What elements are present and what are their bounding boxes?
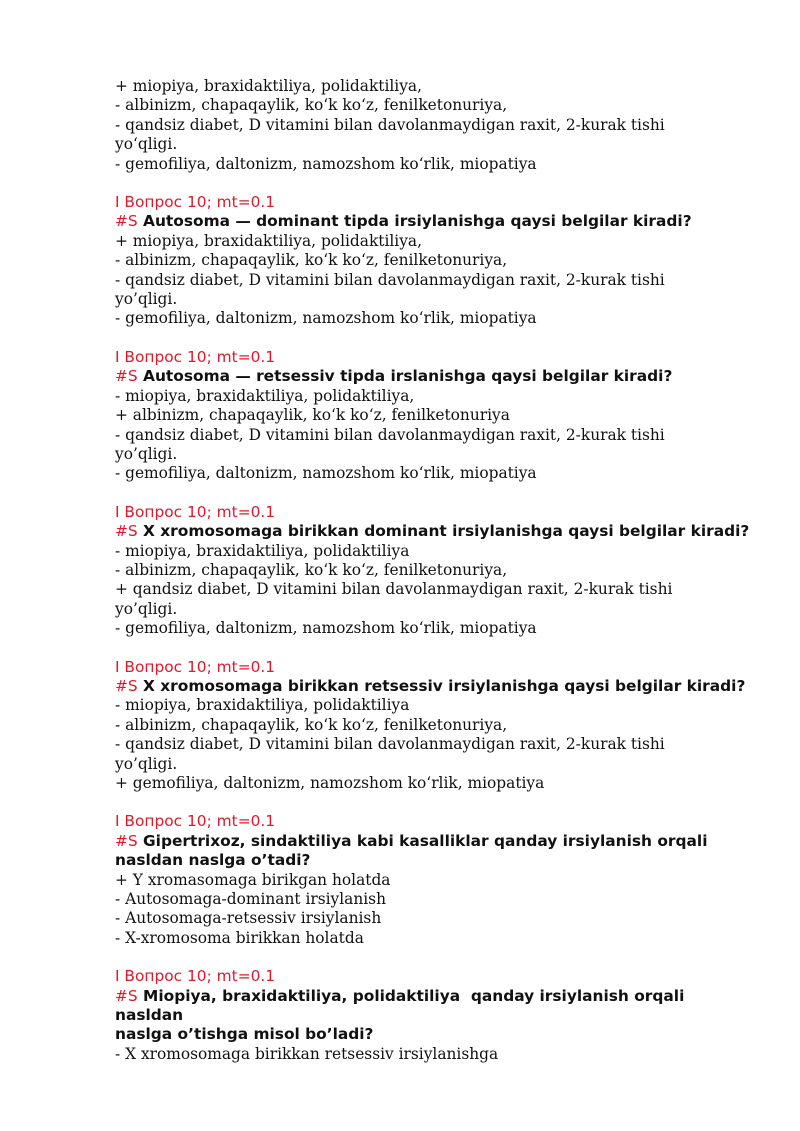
question-tag: #S xyxy=(115,831,138,850)
question-text: X xromosomaga birikkan retsessiv irsiylanishga qaysi belgilar kiradi? xyxy=(137,676,746,695)
question-text: nasldan naslga o’tadi? xyxy=(115,851,311,870)
question-text: Autosoma — retsessiv tipda irslanishga qaysi belgilar kiradi? xyxy=(137,367,673,386)
option-line: + qandsiz diabet, D vitamini bilan davolanmaydigan raxit, 2-kurak tishi xyxy=(115,580,673,599)
option-line: - miopiya, braxidaktiliya, polidaktiliya xyxy=(115,541,410,560)
question-block xyxy=(115,193,755,329)
option-line: - Autosomaga-retsessiv irsiylanish xyxy=(115,909,382,928)
question-header: I Вопрос 10; mt=0.1 xyxy=(115,657,276,676)
option-line: - qandsiz diabet, D vitamini bilan davolanmaydigan raxit, 2-kurak tishi xyxy=(115,735,665,754)
option-line: - albinizm, chapaqaylik, ko‘k ko‘z, fenilketonuriya, xyxy=(115,251,508,270)
question-text-line xyxy=(115,851,755,870)
option-line: - X-xromosoma birikkan holatda xyxy=(115,928,364,947)
option-line: - gemofiliya, daltonizm, namozshom ko‘rlik, miopatiya xyxy=(115,154,537,173)
option-line: + miopiya, braxidaktiliya, polidaktiliya, xyxy=(115,231,422,250)
option-line: - miopiya, braxidaktiliya, polidaktiliya, xyxy=(115,386,415,405)
question-block xyxy=(115,812,755,948)
question-block xyxy=(115,503,755,639)
question-block xyxy=(115,967,755,1064)
question-text: naslga o’tishga misol bo’ladi? xyxy=(115,1025,374,1044)
option-line: + albinizm, chapaqaylik, ko‘k ko‘z, fenilketonuriya xyxy=(115,406,510,425)
question-tag: #S xyxy=(115,522,138,541)
question-header: I Вопрос 10; mt=0.1 xyxy=(115,193,276,212)
option-line: - gemofiliya, daltonizm, namozshom ko‘rlik, miopatiya xyxy=(115,309,537,328)
question-text: Gipertrixoz, sindaktiliya kabi kasalliklar qanday irsiylanish orqali xyxy=(137,831,708,850)
question-header: I Вопрос 10; mt=0.1 xyxy=(115,502,276,521)
question-tag: #S xyxy=(115,367,138,386)
document-page xyxy=(115,77,755,1083)
question-header: I Вопрос 10; mt=0.1 xyxy=(115,347,276,366)
option-line: - albinizm, chapaqaylik, ko‘k ko‘z, fenilketonuriya, xyxy=(115,560,508,579)
option-line: - qandsiz diabet, D vitamini bilan davolanmaydigan raxit, 2-kurak tishi xyxy=(115,425,665,444)
question-text-line xyxy=(115,522,755,541)
question-text-line xyxy=(115,1025,755,1044)
question-text: X xromosomaga birikkan dominant irsiylanishga qaysi belgilar kiradi? xyxy=(137,522,750,541)
option-line: - Autosomaga-dominant irsiylanish xyxy=(115,890,386,909)
question-tag: #S xyxy=(115,676,138,695)
option-line: - gemofiliya, daltonizm, namozshom ko‘rlik, miopatiya xyxy=(115,464,537,483)
question-text-line xyxy=(115,677,755,696)
question-tag: #S xyxy=(115,212,138,231)
option-line: + miopiya, braxidaktiliya, polidaktiliya, xyxy=(115,77,422,95)
question-block xyxy=(115,348,755,484)
intro-block xyxy=(115,77,755,174)
question-text-line xyxy=(115,832,755,851)
option-line: - X xromosomaga birikkan retsessiv irsiylanishga xyxy=(115,1044,499,1063)
option-line: yo’qligi. xyxy=(115,444,178,463)
option-line: yo’qligi. xyxy=(115,754,178,773)
question-header: I Вопрос 10; mt=0.1 xyxy=(115,967,276,986)
option-line: - gemofiliya, daltonizm, namozshom ko‘rlik, miopatiya xyxy=(115,619,537,638)
option-line: yo’qligi. xyxy=(115,599,178,618)
question-block xyxy=(115,658,755,794)
option-line: yo’qligi. xyxy=(115,290,178,309)
question-text-line xyxy=(115,987,755,1026)
option-line: - albinizm, chapaqaylik, ko‘k ko‘z, fenilketonuriya, xyxy=(115,96,508,115)
option-line: + Y xromasomaga birikgan holatda xyxy=(115,870,391,889)
option-line: + gemofiliya, daltonizm, namozshom ko‘rlik, miopatiya xyxy=(115,774,545,792)
question-tag: #S xyxy=(115,986,138,1005)
option-line: - miopiya, braxidaktiliya, polidaktiliya xyxy=(115,696,410,715)
question-text: Miopiya, braxidaktiliya, polidaktiliya qanday irsiylanish orqali nasldan xyxy=(115,986,690,1025)
question-text: Autosoma — dominant tipda irsiylanishga qaysi belgilar kiradi? xyxy=(137,212,692,231)
question-text-line xyxy=(115,212,755,231)
option-line: - qandsiz diabet, D vitamini bilan davolanmaydigan raxit, 2-kurak tishi xyxy=(115,115,665,134)
option-line: - albinizm, chapaqaylik, ko‘k ko‘z, fenilketonuriya, xyxy=(115,715,508,734)
option-line: yo‘qligi. xyxy=(115,135,178,154)
question-header: I Вопрос 10; mt=0.1 xyxy=(115,812,276,831)
question-text-line xyxy=(115,367,755,386)
option-line: - qandsiz diabet, D vitamini bilan davolanmaydigan raxit, 2-kurak tishi xyxy=(115,270,665,289)
